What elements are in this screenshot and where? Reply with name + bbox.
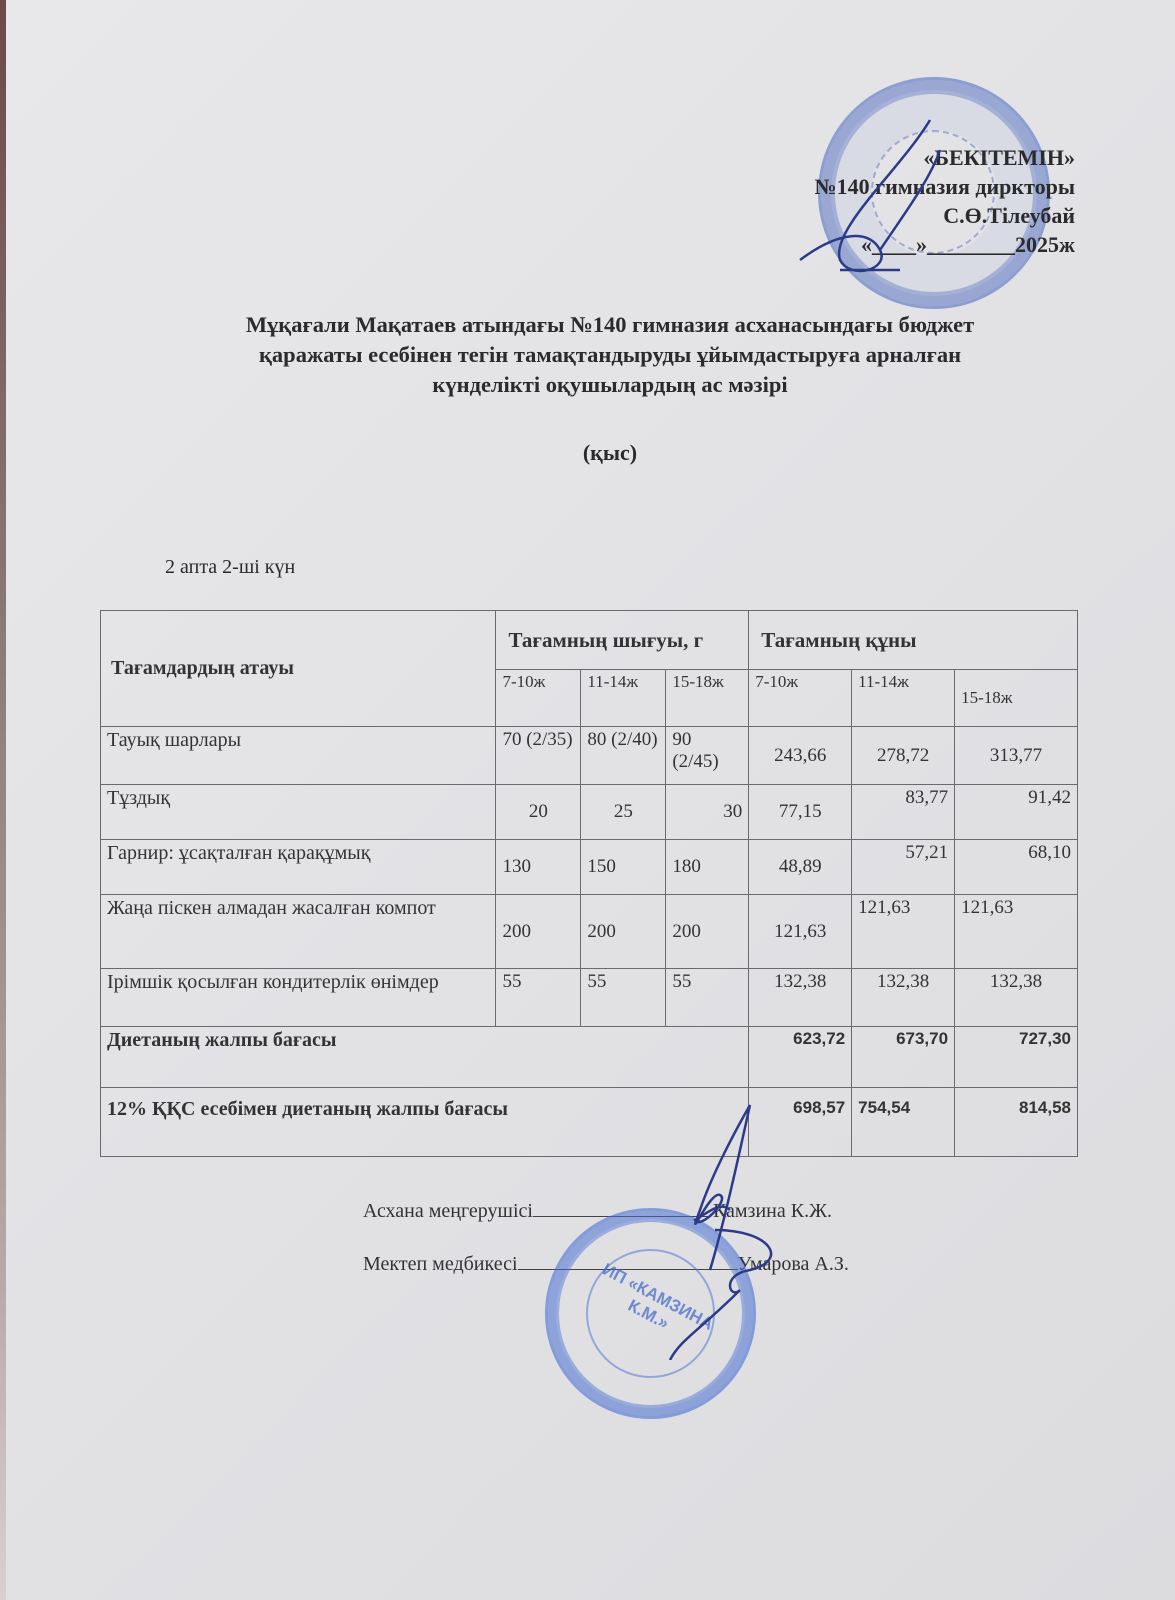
cost-cell: 243,66: [749, 727, 852, 785]
yield-cell: 55: [496, 969, 581, 1027]
total-label: Диетаның жалпы бағасы: [101, 1027, 749, 1088]
cost-cell: 48,89: [749, 840, 852, 895]
cost-cell: 57,21: [852, 840, 955, 895]
total-vat-row: [101, 1088, 1078, 1157]
total-vat-label: 12% ҚҚС есебімен диетаның жалпы бағасы: [101, 1088, 749, 1157]
header-cost-age: 11-14ж: [852, 670, 955, 727]
total-value: 623,72: [749, 1027, 852, 1088]
total-value: 673,70: [852, 1027, 955, 1088]
cost-cell: 278,72: [852, 727, 955, 785]
day-label: 2 апта 2-ші күн: [165, 556, 296, 578]
signature-name: Камзина К.Ж.: [712, 1200, 832, 1222]
dish-name: Гарнир: ұсақталған қарақұмық: [101, 840, 496, 895]
dish-name: Жаңа піскен алмадан жасалған компот: [101, 895, 496, 969]
header-cost-age: 7-10ж: [749, 670, 852, 727]
cost-cell: 121,63: [852, 895, 955, 969]
yield-cell: 55: [666, 969, 749, 1027]
total-vat-value: 698,57: [749, 1088, 852, 1157]
cost-cell: 132,38: [749, 969, 852, 1027]
signature-name: Умарова А.З.: [737, 1253, 849, 1275]
header-yield-age: 7-10ж: [496, 670, 581, 727]
menu-table: [100, 610, 1078, 1157]
title-line: қаражаты есебінен тегін тамақтандыруды ұйымдастыруға арналған: [258, 342, 962, 367]
yield-cell: 200: [581, 895, 666, 969]
yield-cell: 200: [666, 895, 749, 969]
header-dish-name: Тағамдардың атауы: [101, 611, 496, 727]
caterer-stamp: [545, 1208, 756, 1419]
yield-cell: 90 (2/45): [666, 727, 749, 785]
dish-name: Ірімшік қосылған кондитерлік өнімдер: [101, 969, 496, 1027]
cost-cell: 91,42: [955, 785, 1078, 840]
yield-cell: 150: [581, 840, 666, 895]
total-row: [101, 1027, 1078, 1088]
header-yield: Тағамның шығуы, г: [496, 611, 749, 670]
header-yield-age: 11-14ж: [581, 670, 666, 727]
total-value: 727,30: [955, 1027, 1078, 1088]
table-row: [101, 840, 1078, 895]
yield-cell: 180: [666, 840, 749, 895]
header-cost-age: 15-18ж: [955, 670, 1078, 727]
approval-heading: «БЕКІТЕМІН»: [923, 145, 1075, 170]
yield-cell: 130: [496, 840, 581, 895]
yield-cell: 55: [581, 969, 666, 1027]
approval-position: №140 гимназия диркторы: [814, 174, 1075, 199]
title-line: күнделікті оқушылардың ас мәзірі: [432, 372, 788, 397]
cost-cell: 77,15: [749, 785, 852, 840]
cost-cell: 313,77: [955, 727, 1078, 785]
header-yield-age: 15-18ж: [666, 670, 749, 727]
season-label: (қыс): [582, 440, 638, 465]
stamp-text: ИП «КАМЗИНА К.М.»: [599, 1259, 717, 1334]
yield-cell: 80 (2/40): [581, 727, 666, 785]
table-row: [101, 895, 1078, 969]
yield-cell: 30: [666, 785, 749, 840]
title-line: Мұқағали Мақатаев атындағы №140 гимназия асханасындағы бюджет: [245, 312, 975, 337]
approval-name: С.Ө.Тілеубай: [943, 203, 1075, 228]
table-row: [101, 727, 1078, 785]
dish-name: Тауық шарлары: [101, 727, 496, 785]
yield-cell: 25: [581, 785, 666, 840]
table-row: [101, 785, 1078, 840]
yield-cell: 20: [496, 785, 581, 840]
table-row: [101, 969, 1078, 1027]
approval-block: [815, 143, 1076, 259]
cost-cell: 121,63: [749, 895, 852, 969]
signature-role: Асхана меңгерушісі: [363, 1200, 533, 1222]
yield-cell: 200: [496, 895, 581, 969]
total-vat-value: 814,58: [955, 1088, 1078, 1157]
cost-cell: 132,38: [955, 969, 1078, 1027]
cost-cell: 132,38: [852, 969, 955, 1027]
approval-date: «____»________2025ж: [861, 232, 1075, 257]
document-title: [160, 310, 1060, 400]
dish-name: Тұздық: [101, 785, 496, 840]
yield-cell: 70 (2/35): [496, 727, 581, 785]
signature-kitchen-head: [363, 1200, 832, 1223]
cost-cell: 68,10: [955, 840, 1078, 895]
cost-cell: 83,77: [852, 785, 955, 840]
header-cost: Тағамның құны: [749, 611, 1078, 670]
signature-role: Мектеп медбикесі: [363, 1253, 518, 1275]
cost-cell: 121,63: [955, 895, 1078, 969]
total-vat-value: 754,54: [852, 1088, 955, 1157]
